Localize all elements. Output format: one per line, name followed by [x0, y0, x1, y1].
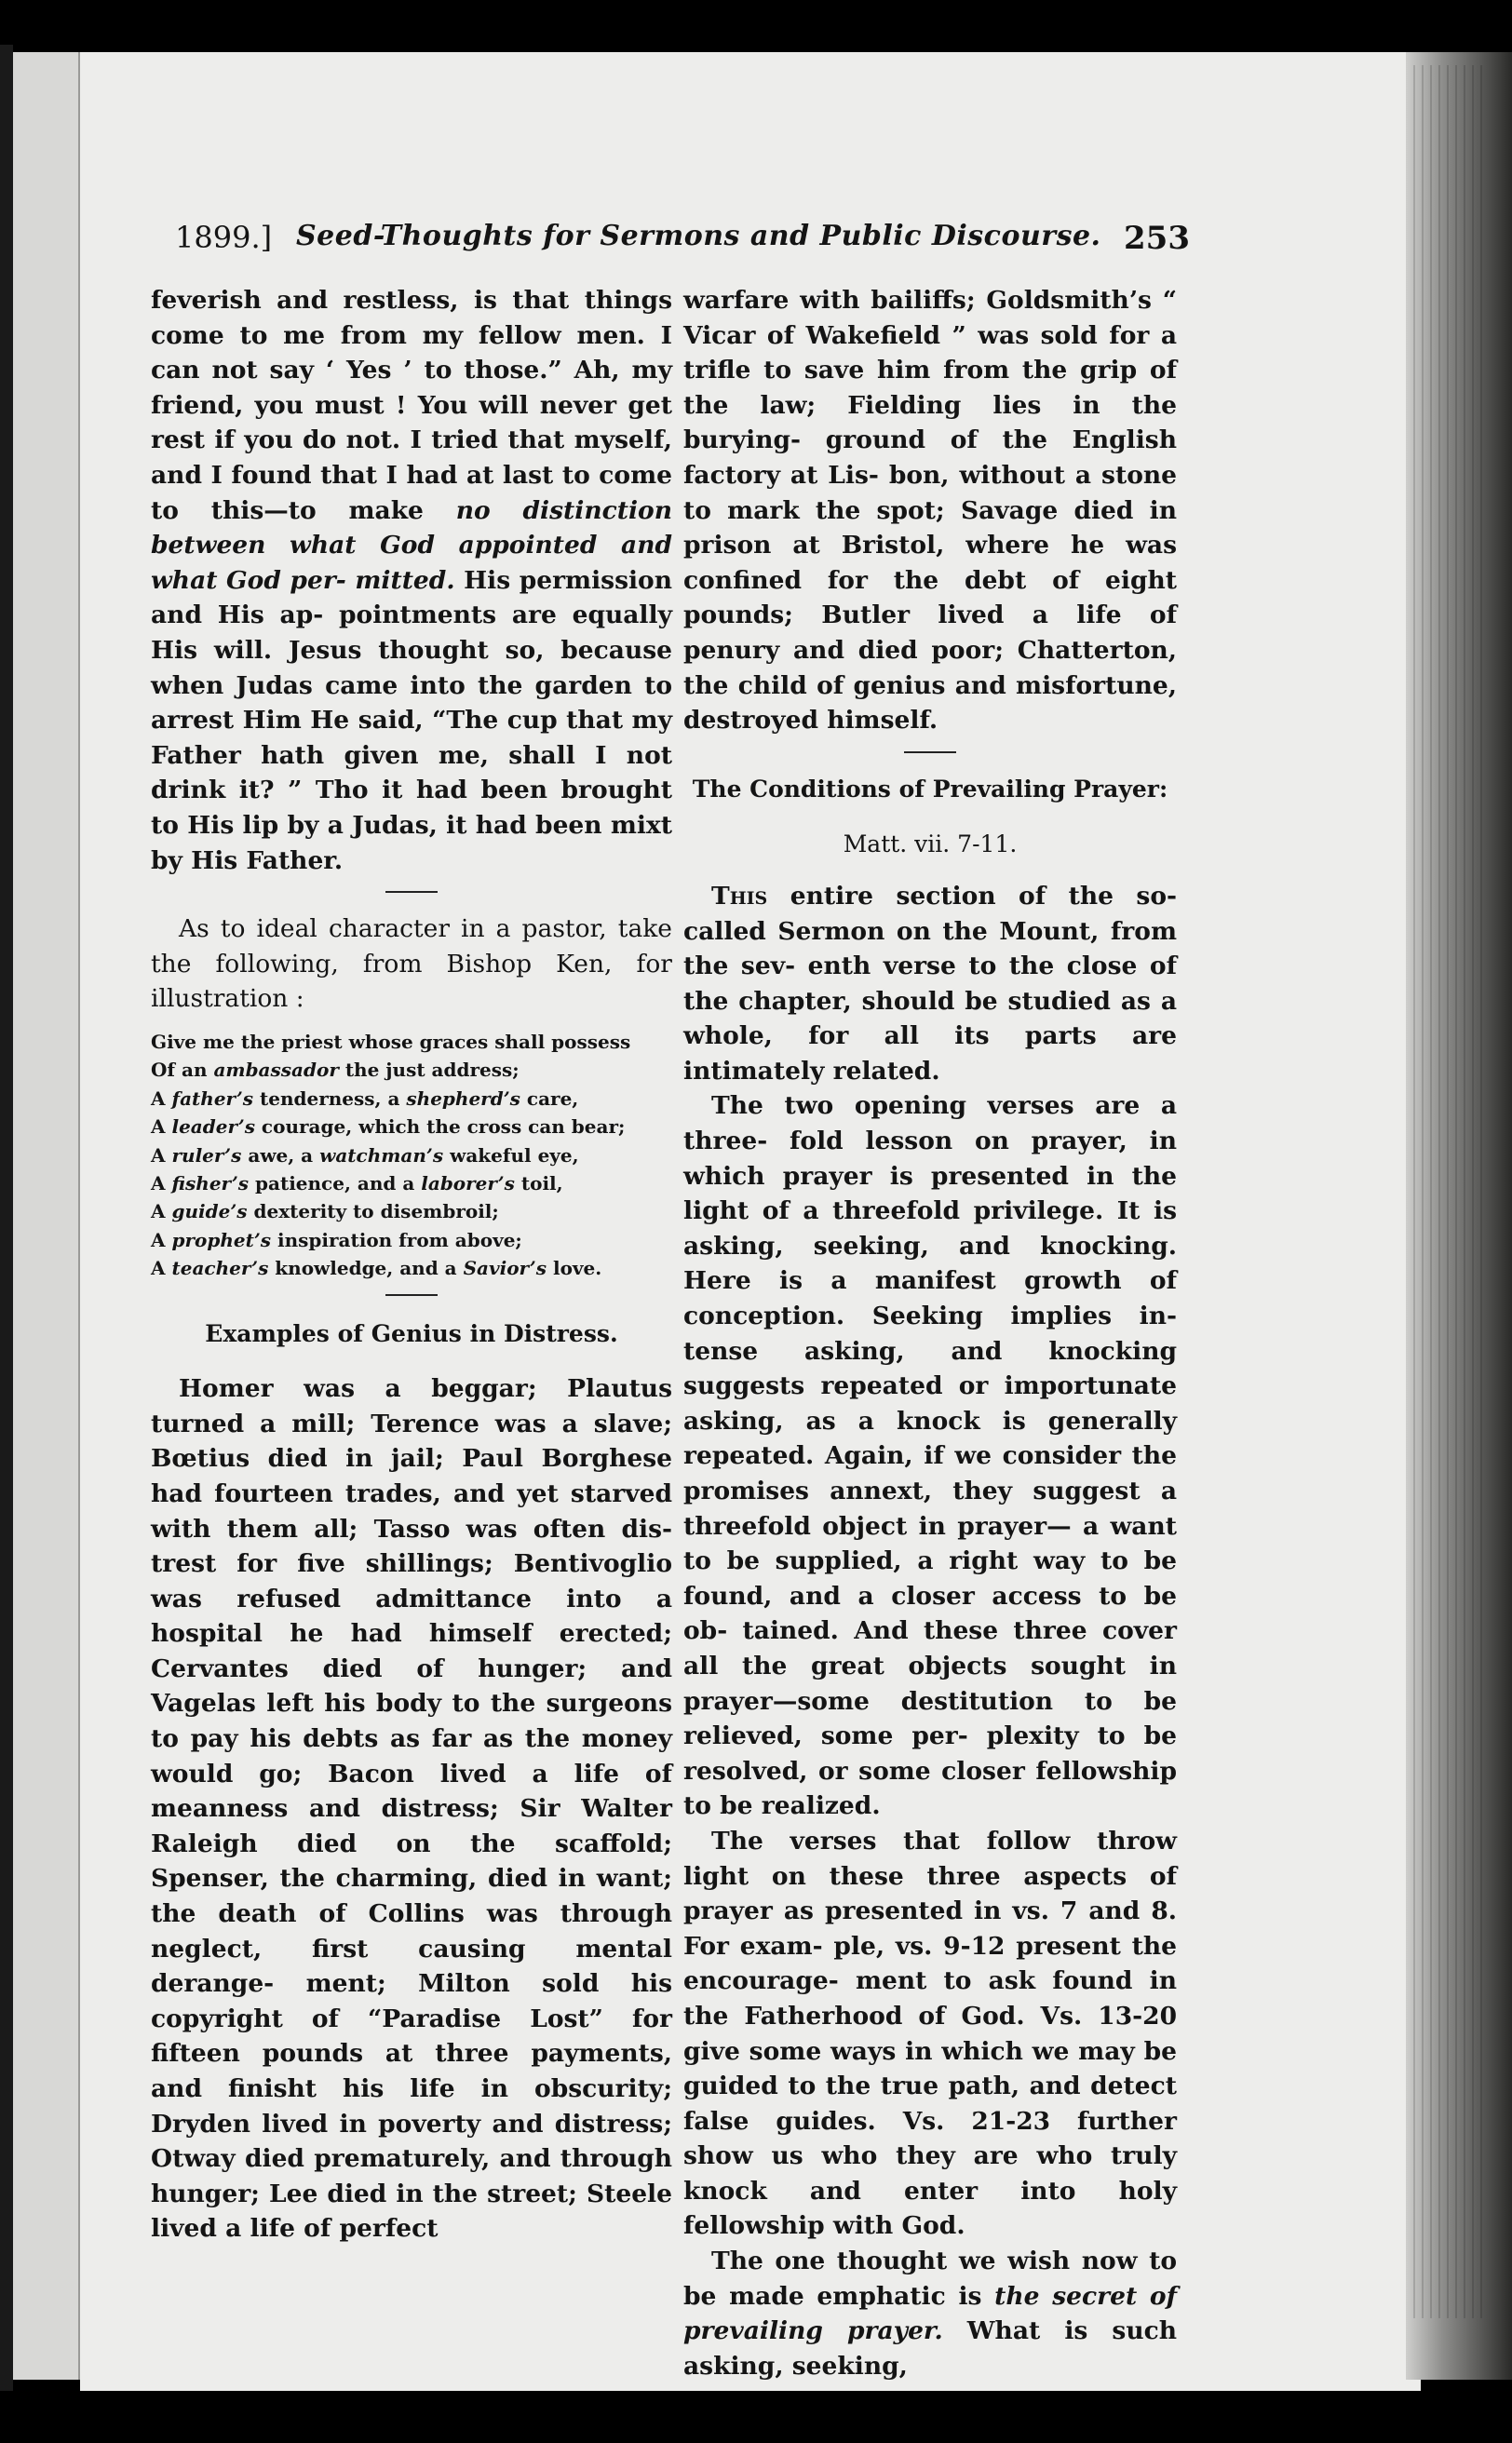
italic-text: leader’s [171, 1115, 255, 1139]
text-line: it had been brought to His lip by a [151, 776, 672, 840]
right-paragraph-4 [683, 1824, 1177, 2244]
scripture-reference: Matt. vii. 7-11. [843, 830, 1018, 858]
scan-left-border [0, 45, 13, 2391]
section-rule [385, 1294, 438, 1296]
text-line: had fourteen trades, and yet starved [151, 1478, 672, 1508]
text-line: toil, [514, 1171, 563, 1195]
text-line: fellowship with God. [683, 2211, 965, 2241]
right-paragraph-3 [683, 1088, 1177, 1823]
text-line: the death of Collins was through [151, 1899, 672, 1929]
text-line: ple, vs. 9-12 present the encourage- [683, 1931, 1177, 1996]
italic-text: ruler’s [171, 1143, 242, 1167]
text-line: Of an [151, 1059, 214, 1082]
text-line: The two opening verses are a three- [683, 1091, 1177, 1156]
text-line: turned a mill; Terence was a slave; [151, 1409, 672, 1438]
text-line: awe, a [241, 1143, 320, 1167]
poem-line [151, 1056, 672, 1084]
text-line: dexterity to disembroil; [247, 1200, 499, 1223]
text-line: parts are intimately related. [683, 1021, 1177, 1086]
text-line: enth verse to the close of the chapter, [683, 952, 1177, 1016]
text-line: patience, and a [249, 1171, 422, 1195]
text-line: The verses that follow throw light [683, 1826, 1177, 1891]
text-line: had himself erected; Cervantes died of [151, 1619, 672, 1683]
text-line: which we may be guided to the true [683, 2036, 1177, 2101]
bishop-ken-poem [151, 1028, 672, 1283]
text-line: a want to be supplied, a right way to [683, 1511, 1177, 1576]
text-line: His permission and His ap- [151, 565, 672, 630]
italic-text: father’s [171, 1087, 254, 1110]
text-line: ment; Milton sold his copyright of [151, 1969, 672, 2033]
text-line: love. [547, 1257, 602, 1280]
text-line: he was confined for the debt of eight [683, 531, 1177, 595]
text-line: the just address; [338, 1059, 520, 1082]
header-title: Seed-Thoughts for Sermons and Public Discourse. [296, 220, 1101, 252]
text-line: knowledge, and a [268, 1257, 464, 1280]
text-line: inspiration from above; [271, 1228, 522, 1251]
text-line: himself. [827, 706, 938, 736]
text-line: plexity to be resolved, or some closer [683, 1721, 1178, 1786]
text-line: privilege. It is asking, seeking, and [683, 1196, 1177, 1261]
text-line: trest for five shillings; Bentivoglio was [151, 1549, 672, 1613]
text-line: feverish and restless, is that things [151, 286, 672, 315]
text-line: Jesus thought so, because when Judas [151, 635, 673, 700]
emphasis-phrase: the secret of prevailing [683, 2281, 1178, 2346]
text-line: to this—to make [151, 495, 456, 525]
running-head [175, 220, 1190, 264]
right-column [683, 283, 1177, 2383]
text-line: A [151, 1200, 172, 1223]
text-line: Walter Raleigh died on the scaffold; [151, 1794, 672, 1858]
right-paragraph-2 [683, 879, 1177, 1089]
italic-text: fisher’s [171, 1171, 250, 1195]
text-line: is presented in the light of a threefold [683, 1161, 1177, 1226]
text-line: street; Steele lived a life of perfect [151, 2179, 672, 2244]
text-line: care, [520, 1087, 579, 1110]
poem-line [151, 1254, 672, 1282]
text-line: for illustration : [151, 949, 672, 1014]
left-column [151, 283, 672, 2247]
poem-line [151, 1169, 672, 1197]
text-line: As to ideal character in a pastor, [179, 914, 607, 944]
previous-page-edge [13, 52, 80, 2380]
text-line: Spenser, the charming, died in want; [151, 1864, 672, 1894]
text-line: pointments are equally His will. [151, 601, 672, 665]
text-line: A [151, 1171, 172, 1195]
text-line: given me, shall I not drink it? ” Tho [151, 740, 672, 805]
text-line: Homer was a beggar; Plautus [179, 1374, 672, 1404]
text-line: What is such asking, seeking, [683, 2316, 1177, 2381]
header-year: 1899.] [175, 220, 273, 255]
text-line: warfare with bailiffs; Goldsmith’s [683, 286, 1152, 315]
text-line: A [151, 1257, 172, 1280]
scan-bottom-border [0, 2391, 1512, 2443]
left-paragraph-2 [151, 911, 672, 1017]
text-line: we consider the promises annext, they [683, 1441, 1177, 1505]
text-line: Savage died in prison at Bristol, where [683, 495, 1177, 560]
text-line: and died poor; Chatterton, the child [683, 635, 1177, 700]
text-line: Judas, it had been mixt by His Father. [151, 810, 673, 875]
text-line: tained. And these three cover all the [683, 1616, 1177, 1680]
italic-text: Savior’s [463, 1257, 547, 1280]
italic-text: watchman’s [319, 1143, 444, 1167]
section-rule [385, 891, 438, 893]
text-line: tenderness, a [253, 1087, 407, 1110]
text-line: refused admittance into a hospital he [151, 1584, 672, 1649]
text-line: ground of the English factory at Lis- [683, 425, 1177, 490]
section-rule [904, 751, 956, 753]
text-line: rest if you do not. I tried that myself, [151, 425, 672, 455]
text-line: neglect, first causing mental derange- [151, 1934, 672, 1999]
text-line: be found, and a closer access to be ob- [683, 1546, 1177, 1646]
text-line: take the following, from Bishop Ken, [151, 914, 672, 979]
italic-text: guide’s [171, 1200, 248, 1223]
text-line: who truly knock and enter into holy [683, 2141, 1177, 2206]
text-line: come to me from my fellow men. I [151, 320, 672, 350]
text-line: the money would go; Bacon lived a [151, 1724, 672, 1788]
text-line: tense asking, and knocking suggests [683, 1336, 1177, 1401]
text-line: destitution to be relieved, some per- [683, 1686, 1177, 1751]
text-line: A [151, 1228, 172, 1251]
text-line: pounds; Butler lived a life of penury [683, 601, 1177, 665]
text-line: trifle to save him from the grip of the [683, 356, 1177, 420]
text-line: can not say ‘ Yes ’ to those.” Ah, my [151, 356, 672, 385]
text-line: 21-23 further show us who they are [683, 2106, 1177, 2171]
italic-text: ambassador [213, 1059, 339, 1082]
left-paragraph-1 [151, 283, 672, 878]
text-line: Sermon on the Mount, from the sev- [683, 916, 1177, 981]
page-stack-edges [1413, 65, 1488, 2318]
emphasis-phrase: no distinction between [151, 495, 672, 560]
text-line: courage, which the cross can bear; [254, 1115, 626, 1139]
text-line: the surgeons to pay his debts as far as [151, 1689, 672, 1754]
italic-text: what God appointed and what God per- [151, 531, 672, 595]
poem-line [151, 1113, 672, 1141]
text-line: A [151, 1115, 172, 1139]
italic-text: prayer. [847, 2316, 943, 2346]
text-line: The one thought we wish now to be [683, 2247, 1177, 2311]
text-line: came into the garden to arrest Him He [151, 670, 672, 736]
text-line: on these three aspects of prayer as [683, 1861, 1177, 1926]
text-line: bon, without a stone to mark the spot; [683, 460, 1177, 525]
page-number: 253 [1124, 220, 1190, 257]
text-line: ment to ask found in the Fatherhood of [683, 1966, 1177, 2031]
text-line: entire section of the so-called [683, 881, 1177, 946]
section-heading-genius: Examples of Genius in Distress. [205, 1319, 618, 1347]
text-line: of conception. Seeking implies in- [683, 1266, 1177, 1331]
right-paragraph-1 [683, 283, 1177, 738]
section-heading-prayer: The Conditions of Prevailing Prayer: [692, 775, 1168, 803]
text-line: and distress; Otway died prematurely, [151, 2109, 672, 2174]
text-line: knock is generally repeated. Again, if [683, 1406, 1177, 1471]
italic-text: prophet’s [171, 1228, 272, 1251]
text-line: law; Fielding lies in the burying- [683, 390, 1177, 455]
italic-text: teacher’s [171, 1257, 269, 1280]
scan-top-border [0, 0, 1512, 52]
text-line: obscurity; Dryden lived in poverty [151, 2074, 672, 2139]
text-line: wakeful eye, [443, 1143, 579, 1167]
text-line: Bœtius died in jail; Paul Borghese [151, 1444, 672, 1474]
text-line: fellowship to be realized. [683, 1756, 1177, 1821]
text-line: great objects sought in prayer—some [683, 1651, 1178, 1716]
text-line: should be studied as a whole, for all its [683, 986, 1177, 1051]
text-line: with them all; Tasso was often dis- [151, 1514, 672, 1544]
text-line: made emphatic is [729, 2281, 995, 2311]
poem-line [151, 1141, 672, 1169]
text-line: and through hunger; Lee died in the [151, 2144, 672, 2208]
text-line: life of meanness and distress; Sir [151, 1759, 672, 1824]
poem-line [151, 1226, 672, 1254]
poem-line [151, 1028, 672, 1056]
drop-word: This [711, 881, 768, 911]
text-line: presented in vs. 7 and 8. For exam- [683, 1896, 1177, 1961]
text-line: of genius and misfortune, destroyed [683, 670, 1177, 736]
text-line: said, “The cup that my Father hath [151, 706, 672, 770]
text-line: A [151, 1087, 172, 1110]
poem-line [151, 1085, 672, 1113]
text-line: hunger; and Vagelas left his body to [151, 1653, 672, 1719]
text-line: repeated or importunate asking, as a [683, 1371, 1177, 1436]
text-line: Give me the priest whose graces shall possess [151, 1030, 631, 1053]
italic-text: shepherd’s [406, 1087, 520, 1110]
text-line: God. Vs. 13-20 give some ways in [683, 2001, 1178, 2066]
text-line: three payments, and finisht his life in [151, 2039, 672, 2103]
text-line: A [151, 1143, 172, 1167]
text-line: fold lesson on prayer, in which prayer [683, 1127, 1177, 1191]
text-line: friend, you must ! You will never get [151, 390, 672, 420]
italic-text: laborer’s [421, 1171, 515, 1195]
text-line: path, and detect false guides. Vs. [683, 2072, 1177, 2136]
text-line: knocking. Here is a manifest growth [683, 1231, 1177, 1296]
left-paragraph-3 [151, 1371, 672, 2247]
text-line: “ Vicar of Wakefield ” was sold for a [683, 286, 1177, 350]
text-line: suggest a threefold object in prayer— [683, 1477, 1177, 1541]
text-line: and I found that I had at last to come [151, 460, 672, 490]
italic-text: mitted. [355, 565, 455, 595]
poem-line [151, 1197, 672, 1225]
text-line: “Paradise Lost” for fifteen pounds at [151, 2004, 672, 2069]
right-paragraph-5 [683, 2244, 1177, 2383]
